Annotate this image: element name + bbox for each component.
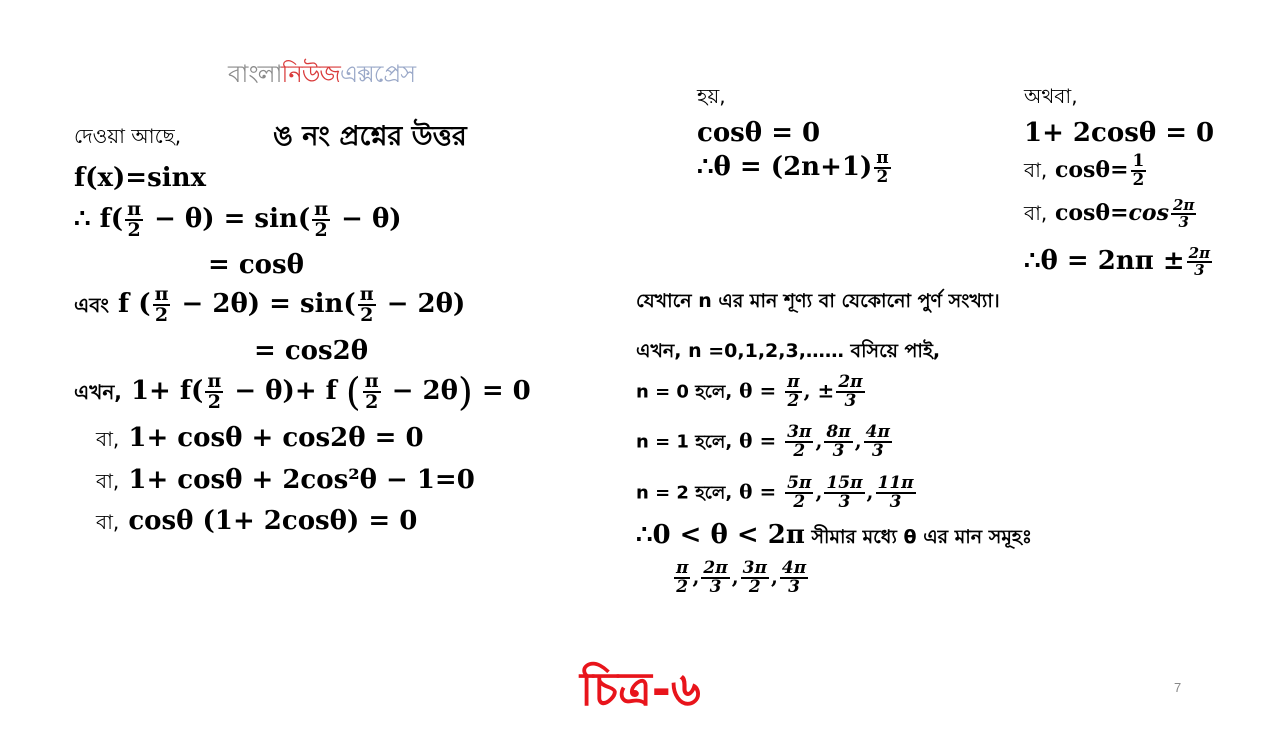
frac-4pi-3: $\frac{4\pi}{3}$ (781, 558, 807, 597)
row-n1: n = 1 হলে, θ = $\frac{3\pi}{2}$ , $\frac{8\pi}{3}$ , $\frac{4\pi}{3}$ (636, 422, 890, 461)
hoy-label: হয়, (697, 84, 726, 108)
eq-line-6: এখন, 1+ f( $\frac{\pi}{2}$ − θ)+ f ( $\frac{\pi}{2}$ − 2θ) = 0 (74, 370, 531, 414)
logo-part-3: এক্সপ্রেস (339, 60, 416, 88)
frac-pi-2: $\frac{\pi}{2}$ (314, 198, 329, 241)
frac-2pi-3: $\frac{2\pi}{3}$ (1188, 244, 1211, 279)
frac-2pi-3: $\frac{2\pi}{3}$ (703, 558, 728, 597)
frac-15pi-3: $\frac{15\pi}{3}$ (826, 473, 863, 512)
eq-line-9: বা, cosθ (1+ 2cosθ) = 0 (96, 506, 418, 536)
logo (228, 56, 415, 96)
substitute-text: এখন, n =0,1,2,3,…… বসিয়ে পাই, (636, 340, 941, 362)
eq-line-2: ∴ f( $\frac{\pi}{2}$ − θ) = sin( $\frac{\pi}{2}$ − θ) (74, 198, 402, 241)
logo-part-1: বাংলা (228, 60, 282, 88)
eq-cos-half: বা, cosθ= $\frac{1}{2}$ (1024, 151, 1145, 190)
frac-11pi-3: $\frac{11\pi}{3}$ (877, 473, 914, 512)
given-label: দেওয়া আছে, (74, 124, 182, 148)
final-values: $\frac{\pi}{2}$ , $\frac{2\pi}{3}$ , $\frac{3\pi}{2}$ , $\frac{4\pi}{3}$ (676, 558, 807, 597)
frac-pi-2: $\frac{\pi}{2}$ (676, 558, 689, 597)
eq-theta-sol-2: ∴θ = 2nπ ± $\frac{2\pi}{3}$ (1024, 244, 1211, 279)
eq-line-7: বা, 1+ cosθ + cos2θ = 0 (96, 423, 424, 453)
eq-theta-sol-1: ∴θ = (2n+1) $\frac{\pi}{2}$ (697, 148, 889, 187)
logo-part-2: নিউজ (281, 60, 340, 88)
eq-cos-zero: cosθ = 0 (697, 118, 821, 148)
question-heading: ঙ নং প্রশ্নের উত্তর (273, 121, 467, 152)
eq-line-3: = cosθ (208, 250, 304, 280)
frac-4pi-3: $\frac{4\pi}{3}$ (865, 422, 890, 461)
frac-3pi-2: $\frac{3\pi}{2}$ (787, 422, 812, 461)
othoba-label: অথবা, (1024, 84, 1078, 108)
frac-5pi-2: $\frac{5\pi}{2}$ (787, 473, 812, 512)
frac-pi-2: $\frac{\pi}{2}$ (787, 372, 800, 411)
frac-pi-2: $\frac{\pi}{2}$ (876, 148, 889, 187)
frac-2pi-3: $\frac{2\pi}{3}$ (838, 372, 863, 411)
frac-1-2: $\frac{1}{2}$ (1132, 151, 1145, 190)
frac-pi-2: $\frac{\pi}{2}$ (207, 370, 222, 413)
frac-pi-2: $\frac{\pi}{2}$ (154, 283, 169, 326)
range-line: ∴0 < θ < 2π সীমার মধ্যে θ এর মান সমূহঃ (636, 520, 1032, 550)
eq-line-5: = cos2θ (254, 336, 369, 366)
frac-pi-2: $\frac{\pi}{2}$ (359, 283, 374, 326)
eq-fx: f(x)=sinx (74, 163, 206, 193)
where-text: যেখানে n এর মান শূণ্য বা যেকোনো পুর্ণ সংখ্যা। (636, 290, 1000, 312)
frac-8pi-3: $\frac{8\pi}{3}$ (826, 422, 851, 461)
figure-title: চিত্র-৬ (580, 662, 701, 716)
frac-pi-2: $\frac{\pi}{2}$ (127, 198, 142, 241)
frac-pi-2: $\frac{\pi}{2}$ (364, 370, 379, 413)
eq-line-8: বা, 1+ cosθ + 2cos²θ − 1=0 (96, 465, 475, 495)
frac-3pi-2: $\frac{3\pi}{2}$ (742, 558, 767, 597)
frac-2pi-3: $\frac{2\pi}{3}$ (1173, 196, 1195, 231)
eq-line-4: এবং f ( $\frac{\pi}{2}$ − 2θ) = sin( $\frac{\pi}{2}$ − 2θ) (74, 283, 466, 326)
row-n0: n = 0 হলে, θ = $\frac{\pi}{2}$ , ± $\frac{2\pi}{3}$ (636, 372, 863, 411)
page-number: 7 (1174, 680, 1182, 695)
row-n2: n = 2 হলে, θ = $\frac{5\pi}{2}$ , $\frac{15\pi}{3}$ , $\frac{11\pi}{3}$ (636, 473, 914, 512)
eq-1-plus-2cos: 1+ 2cosθ = 0 (1024, 118, 1215, 148)
eq-cos-2pi-3: বা, cosθ=cos $\frac{2\pi}{3}$ (1024, 196, 1195, 231)
